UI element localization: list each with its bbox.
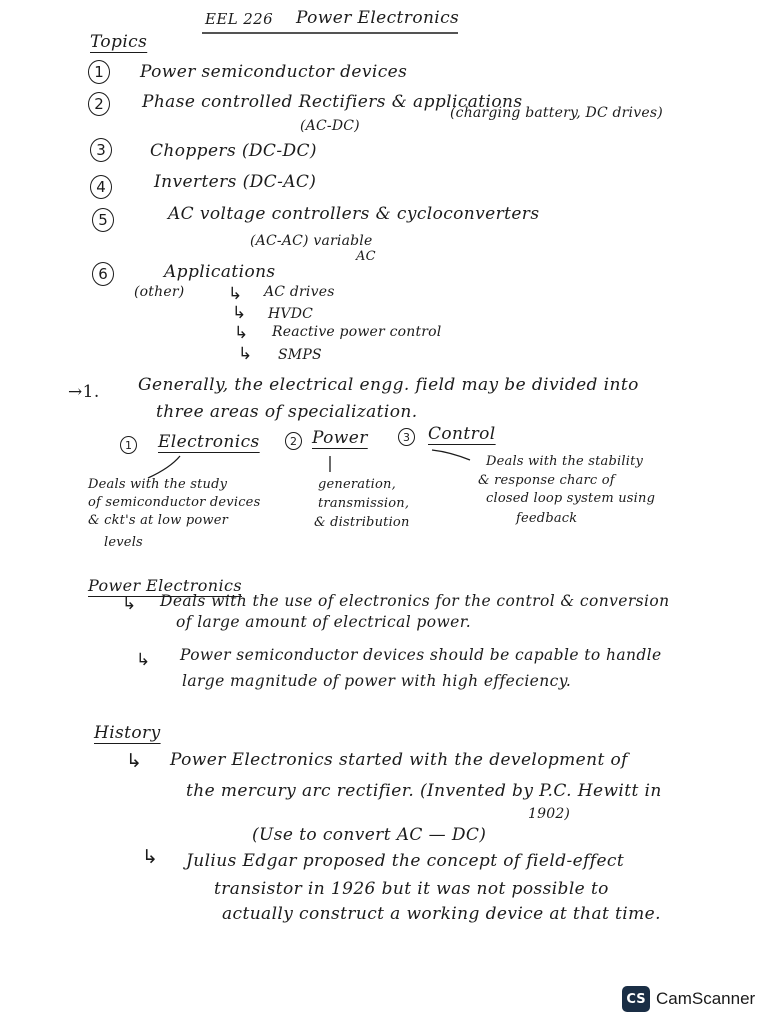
sub-arrow-icon: ↳ [126,750,142,772]
area-number-2: 2 [285,432,302,450]
control-desc: Deals with the stability [486,454,644,469]
topic-number-1: 1 [88,60,110,84]
pe-point-1: Deals with the use of electronics for the control & conversion [160,592,670,610]
history-point-2-cont: transistor in 1926 but it was not possible to [214,879,609,899]
topic-2-sub: (AC-DC) [300,118,360,134]
history-year: 1902) [528,806,571,822]
topic-5-sub2: AC [356,249,376,264]
topic-5-sub: (AC-AC) variable [250,233,373,249]
topics-heading: Topics [90,32,148,52]
page-title: Power Electronics [296,8,460,28]
topic-4: Inverters (DC-AC) [154,172,317,192]
electronics-desc: of semiconductor devices [88,495,261,510]
electronics-desc: & ckt's at low power [88,513,228,528]
sub-arrow-icon: ↳ [238,344,253,364]
history-point-2-cont: actually construct a working device at that time. [222,904,661,924]
topic-2: Phase controlled Rectifiers & applications [142,92,523,112]
application-item: SMPS [278,347,322,363]
sub-arrow-icon: ↳ [136,650,151,670]
application-item: HVDC [268,306,314,322]
pe-point-1-cont: of large amount of electrical power. [176,613,472,631]
application-item: Reactive power control [272,324,442,340]
camscanner-watermark [622,986,755,1012]
electronics-desc: Deals with the study [88,477,228,492]
topic-number-4: 4 [90,175,112,199]
area-power: Power [312,428,368,448]
power-electronics-heading: Power Electronics [88,576,242,595]
sub-arrow-icon: ↳ [234,323,249,343]
sub-arrow-icon: ↳ [142,846,158,868]
history-heading: History [94,723,161,743]
camscanner-logo-icon: CS [622,986,650,1012]
sub-arrow-icon: ↳ [232,303,247,323]
area-control: Control [428,424,496,444]
control-desc: feedback [516,511,578,526]
topic-number-5: 5 [92,208,114,232]
area-number-1: 1 [120,436,137,454]
sub-arrow-icon: ↳ [228,284,243,304]
power-desc: generation, [318,477,396,492]
topic-number-3: 3 [90,138,112,162]
history-point-1: Power Electronics started with the development of [170,750,628,770]
pe-point-2-cont: large magnitude of power with high effeciency. [182,672,572,690]
topic-6: Applications [164,262,276,282]
control-desc: & response charc of [478,473,615,488]
power-desc: & distribution [314,515,410,530]
electronics-desc: levels [104,535,143,550]
intro-line-2: three areas of specialization. [156,402,418,422]
application-item: AC drives [264,284,335,300]
sub-arrow-icon: ↳ [122,594,137,614]
topic-number-2: 2 [88,92,110,116]
area-number-3: 3 [398,428,415,446]
control-desc: closed loop system using [486,491,656,506]
intro-line-1: Generally, the electrical engg. field may be divided into [138,375,639,395]
camscanner-label: CamScanner [656,989,756,1008]
power-desc: transmission, [318,496,410,511]
section-marker: →1. [68,382,100,402]
pe-point-2: Power semiconductor devices should be capable to handle [180,646,662,664]
history-point-2: Julius Edgar proposed the concept of field-effect [186,851,625,871]
topic-1: Power semiconductor devices [140,62,408,82]
topic-3: Choppers (DC-DC) [150,141,317,161]
history-point-1-cont: the mercury arc rectifier. (Invented by P.C. Hewitt in [186,781,662,801]
history-note: (Use to convert AC — DC) [252,825,487,845]
area-electronics: Electronics [158,432,260,452]
topic-6-other: (other) [134,284,185,300]
topic-5: AC voltage controllers & cycloconverters [168,204,540,224]
topic-number-6: 6 [92,262,114,286]
topic-2-note: (charging battery, DC drives) [450,105,663,121]
course-code: EEL 226 [205,10,274,28]
